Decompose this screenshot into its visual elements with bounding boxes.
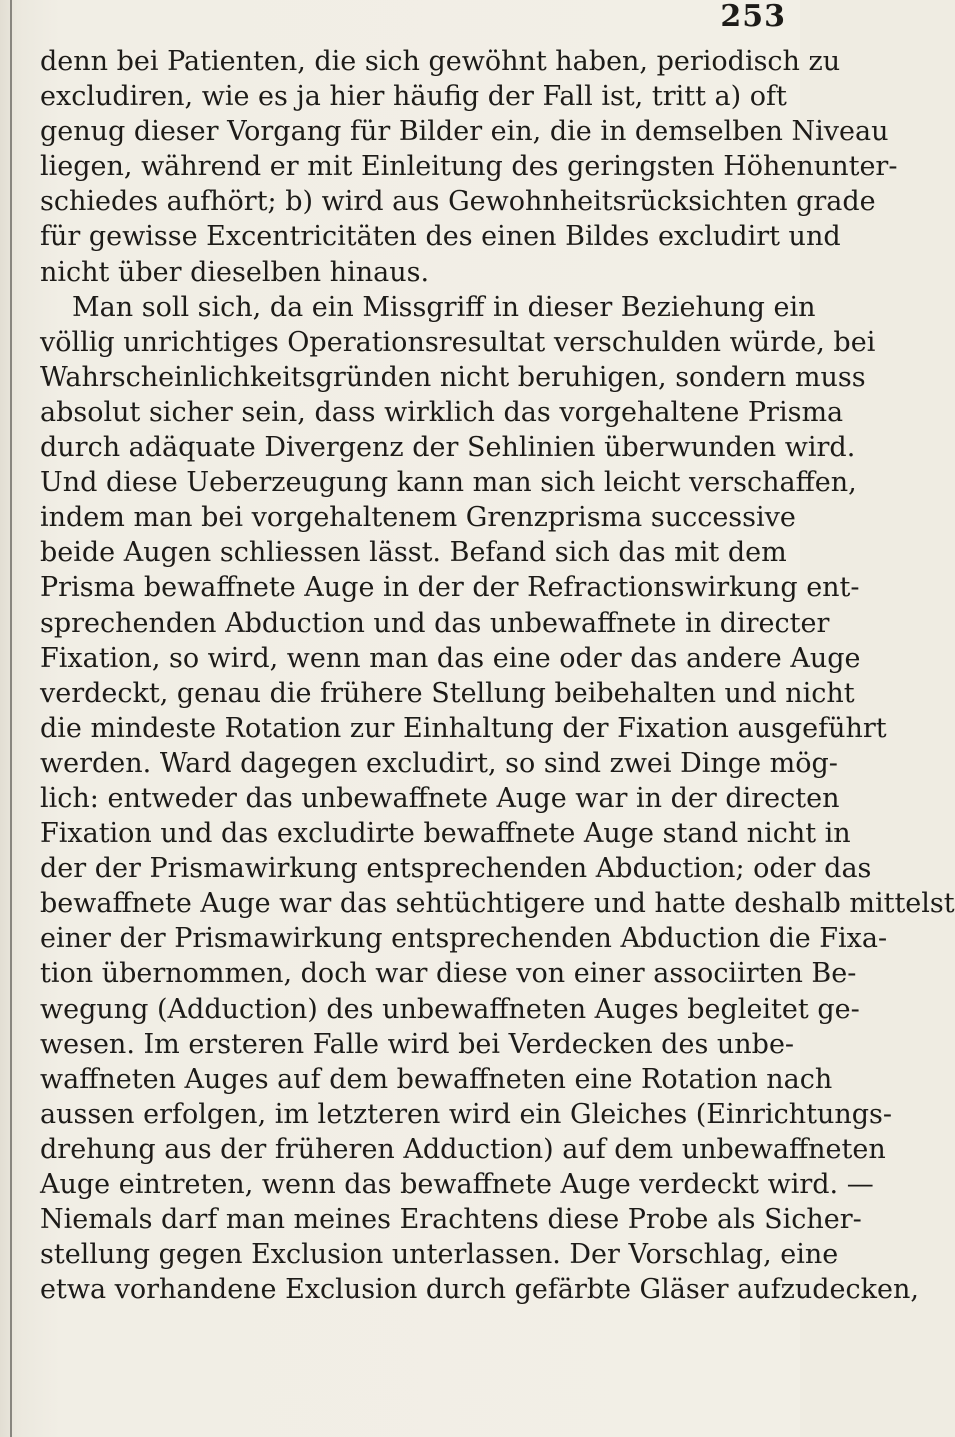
text-line: verdeckt, genau die frühere Stellung beibehalten und nicht — [40, 677, 855, 709]
text-line: Und diese Ueberzeugung kann man sich leicht verschaffen, — [40, 467, 857, 499]
text-line: absolut sicher sein, dass wirklich das vorgehaltene Prisma — [40, 396, 844, 428]
text-line: indem man bei vorgehaltenem Grenzprisma successive — [40, 502, 796, 534]
text-line: die mindeste Rotation zur Einhaltung der Fixation ausgeführt — [40, 712, 887, 744]
page-number: 253 — [720, 0, 786, 34]
text-line: durch adäquate Divergenz der Sehlinien überwunden wird. — [40, 432, 856, 464]
text-line: sprechenden Abduction und das unbewaffnete in directer — [40, 607, 830, 639]
text-line: waffneten Auges auf dem bewaffneten eine Rotation nach — [40, 1063, 833, 1095]
text-line: aussen erfolgen, im letzteren wird ein Gleiches (Einrichtungs- — [40, 1098, 892, 1130]
text-line: stellung gegen Exclusion unterlassen. Der Vorschlag, eine — [40, 1239, 839, 1271]
text-line: Niemals darf man meines Erachtens diese Probe als Sicher- — [40, 1204, 862, 1236]
text-line: excludiren, wie es ja hier häufig der Fall ist, tritt a) oft — [40, 81, 787, 113]
text-line: wegung (Adduction) des unbewaffneten Auges begleitet ge- — [40, 993, 860, 1025]
text-line: denn bei Patienten, die sich gewöhnt haben, periodisch zu — [40, 46, 841, 77]
text-line: werden. Ward dagegen excludirt, so sind zwei Dinge mög- — [40, 747, 838, 779]
text-line: einer der Prismawirkung entsprechenden Abduction die Fixa- — [40, 923, 888, 955]
text-line: etwa vorhandene Exclusion durch gefärbte Gläser aufzudecken, — [40, 1274, 919, 1306]
text-line: beide Augen schliessen lässt. Befand sich das mit dem — [40, 537, 787, 569]
text-line: nicht über dieselben hinaus. — [40, 256, 430, 288]
text-line: Prisma bewaffnete Auge in der der Refractionswirkung ent- — [40, 572, 860, 604]
text-line: Wahrscheinlichkeitsgründen nicht beruhigen, sondern muss — [40, 361, 866, 393]
paragraph — [40, 290, 955, 1308]
text-line: bewaffnete Auge war das sehtüchtigere und hatte deshalb mittelst — [40, 888, 955, 920]
text-line: Auge eintreten, wenn das bewaffnete Auge verdeckt wird. — — [40, 1169, 874, 1200]
text-line: für gewisse Excentricitäten des einen Bildes excludirt und — [40, 221, 841, 253]
text-line: tion übernommen, doch war diese von einer associirten Be- — [40, 958, 857, 990]
text-line: liegen, während er mit Einleitung des geringsten Höhenunter- — [40, 151, 898, 183]
text-line: wesen. Im ersteren Falle wird bei Verdecken des unbe- — [40, 1028, 795, 1060]
text-line: lich: entweder das unbewaffnete Auge war in der directen — [40, 782, 840, 814]
text-line: Man soll sich, da ein Missgriff in dieser Beziehung ein — [72, 291, 816, 323]
text-line: Fixation, so wird, wenn man das eine oder das andere Auge — [40, 642, 861, 674]
text-line: drehung aus der früheren Adduction) auf dem unbewaffneten — [40, 1133, 886, 1165]
text-line: schiedes aufhört; b) wird aus Gewohnheitsrücksichten grade — [40, 186, 876, 218]
text-line: der der Prismawirkung entsprechenden Abduction; oder das — [40, 853, 872, 885]
text-line: genug dieser Vorgang für Bilder ein, die in demselben Niveau — [40, 116, 889, 148]
text-line: völlig unrichtiges Operationsresultat verschulden würde, bei — [40, 326, 876, 358]
binding-gutter-line — [10, 0, 12, 1437]
text-line: Fixation und das excludirte bewaffnete Auge stand nicht in — [40, 818, 851, 850]
paragraph — [40, 44, 898, 290]
body-text — [40, 44, 955, 1307]
